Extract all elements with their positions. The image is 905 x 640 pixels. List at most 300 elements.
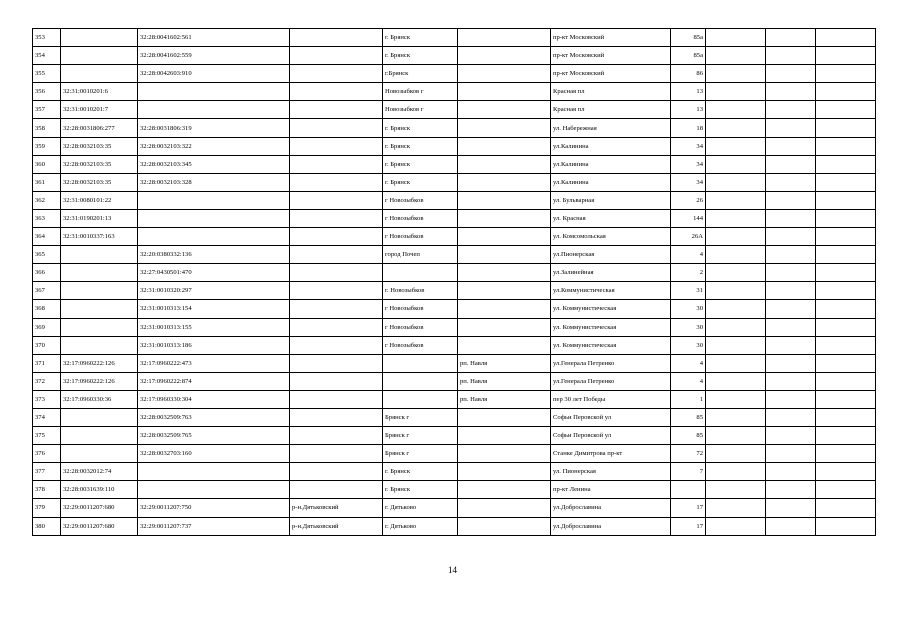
cell-cadastral-parent xyxy=(61,47,138,65)
table-row xyxy=(33,427,876,445)
table-row xyxy=(33,173,876,191)
cell-extra-2 xyxy=(766,264,816,282)
table-row xyxy=(33,101,876,119)
cell-extra-1 xyxy=(706,173,766,191)
cell-district-alt: р-н.Дятьковский xyxy=(290,499,383,517)
cell-extra-1 xyxy=(706,264,766,282)
table-row xyxy=(33,408,876,426)
cell-cadastral-parent: 32:29:0011207:680 xyxy=(61,517,138,535)
cell-extra-3 xyxy=(816,481,876,499)
cell-cadastral-number: 32:17:0960330:304 xyxy=(138,390,290,408)
cell-extra-3 xyxy=(816,155,876,173)
cell-house: 30 xyxy=(671,336,706,354)
cell-district-alt xyxy=(290,354,383,372)
cell-house: 34 xyxy=(671,155,706,173)
cell-cadastral-number: 32:28:0032703:160 xyxy=(138,445,290,463)
cell-row-number: 379 xyxy=(33,499,61,517)
cell-extra-1 xyxy=(706,463,766,481)
cell-settlement xyxy=(458,228,551,246)
cell-street: ул.Залинейная xyxy=(551,264,671,282)
cell-row-number: 380 xyxy=(33,517,61,535)
cell-city: Новозыбков г xyxy=(383,83,458,101)
cell-district-alt xyxy=(290,463,383,481)
cell-cadastral-number: 32:28:0032509:765 xyxy=(138,427,290,445)
cell-city: г. Брянск xyxy=(383,29,458,47)
cell-cadastral-number: 32:29:0011207:737 xyxy=(138,517,290,535)
cell-district-alt xyxy=(290,372,383,390)
cell-extra-3 xyxy=(816,209,876,227)
table-row xyxy=(33,390,876,408)
cell-house: 86 xyxy=(671,65,706,83)
cell-settlement xyxy=(458,463,551,481)
cell-street: Софьи Перовской ул xyxy=(551,408,671,426)
cell-city: город Почеп xyxy=(383,246,458,264)
table-row xyxy=(33,246,876,264)
cell-extra-3 xyxy=(816,282,876,300)
cell-extra-1 xyxy=(706,228,766,246)
cell-cadastral-parent xyxy=(61,427,138,445)
cell-row-number: 358 xyxy=(33,119,61,137)
cell-district-alt xyxy=(290,300,383,318)
cell-house: 17 xyxy=(671,517,706,535)
cell-extra-1 xyxy=(706,390,766,408)
cell-city: г Новозыбков xyxy=(383,191,458,209)
cell-cadastral-parent xyxy=(61,336,138,354)
cell-row-number: 361 xyxy=(33,173,61,191)
cell-extra-3 xyxy=(816,300,876,318)
table-row xyxy=(33,83,876,101)
cell-extra-2 xyxy=(766,173,816,191)
cell-extra-2 xyxy=(766,101,816,119)
table-row xyxy=(33,137,876,155)
cell-row-number: 378 xyxy=(33,481,61,499)
cell-extra-1 xyxy=(706,481,766,499)
cell-street: ул.Калинина xyxy=(551,173,671,191)
cell-row-number: 370 xyxy=(33,336,61,354)
cell-settlement xyxy=(458,65,551,83)
cell-city: г Новозыбков xyxy=(383,209,458,227)
cell-cadastral-parent: 32:31:0010201:7 xyxy=(61,101,138,119)
cell-extra-3 xyxy=(816,47,876,65)
cell-cadastral-number xyxy=(138,463,290,481)
cell-street: Красная пл xyxy=(551,83,671,101)
cell-district-alt: р-н.Дятьковский xyxy=(290,517,383,535)
cell-house: 30 xyxy=(671,318,706,336)
cell-extra-1 xyxy=(706,101,766,119)
cell-extra-2 xyxy=(766,372,816,390)
cell-house: 13 xyxy=(671,101,706,119)
cell-cadastral-parent: 32:17:0960222:126 xyxy=(61,372,138,390)
cell-extra-2 xyxy=(766,427,816,445)
table-row xyxy=(33,463,876,481)
cell-settlement xyxy=(458,173,551,191)
cell-cadastral-parent: 32:31:0190201:13 xyxy=(61,209,138,227)
cell-extra-2 xyxy=(766,390,816,408)
cell-extra-1 xyxy=(706,137,766,155)
cell-settlement xyxy=(458,47,551,65)
cell-settlement xyxy=(458,408,551,426)
cell-city: г Новозыбков xyxy=(383,336,458,354)
cell-extra-2 xyxy=(766,354,816,372)
table-row xyxy=(33,282,876,300)
cell-house: 85а xyxy=(671,47,706,65)
cell-street: ул. Бульварная xyxy=(551,191,671,209)
cell-cadastral-number xyxy=(138,209,290,227)
table-row xyxy=(33,29,876,47)
cell-street: пр-кт Московский xyxy=(551,47,671,65)
cell-extra-1 xyxy=(706,445,766,463)
cell-cadastral-number: 32:20:0380332:136 xyxy=(138,246,290,264)
cell-row-number: 375 xyxy=(33,427,61,445)
cell-cadastral-parent: 32:17:0960330:36 xyxy=(61,390,138,408)
cell-row-number: 369 xyxy=(33,318,61,336)
cell-city: г Новозыбков xyxy=(383,300,458,318)
cell-house: 31 xyxy=(671,282,706,300)
cell-settlement xyxy=(458,209,551,227)
cell-extra-3 xyxy=(816,318,876,336)
cell-extra-1 xyxy=(706,499,766,517)
cell-house: 34 xyxy=(671,173,706,191)
cell-settlement xyxy=(458,119,551,137)
cell-cadastral-number: 32:31:0010320:297 xyxy=(138,282,290,300)
cell-city: г. Брянск xyxy=(383,463,458,481)
cell-row-number: 372 xyxy=(33,372,61,390)
cell-district-alt xyxy=(290,119,383,137)
cell-street: ул.Генерала Петренко xyxy=(551,354,671,372)
cell-row-number: 364 xyxy=(33,228,61,246)
cell-cadastral-number xyxy=(138,228,290,246)
cell-street: пер 30 лет Победы xyxy=(551,390,671,408)
cell-extra-3 xyxy=(816,65,876,83)
cell-district-alt xyxy=(290,282,383,300)
cell-extra-3 xyxy=(816,119,876,137)
cell-house: 30 xyxy=(671,300,706,318)
cell-cadastral-parent xyxy=(61,65,138,83)
cell-extra-3 xyxy=(816,427,876,445)
cell-cadastral-number: 32:28:0041602:561 xyxy=(138,29,290,47)
cell-settlement: рп. Навля xyxy=(458,390,551,408)
cell-settlement xyxy=(458,517,551,535)
cell-city: г. Дятьково xyxy=(383,517,458,535)
cell-extra-2 xyxy=(766,246,816,264)
cell-row-number: 360 xyxy=(33,155,61,173)
cell-extra-2 xyxy=(766,336,816,354)
table-row xyxy=(33,354,876,372)
cell-settlement xyxy=(458,499,551,517)
cell-street: ул.Доброславина xyxy=(551,499,671,517)
cell-settlement xyxy=(458,83,551,101)
cell-extra-1 xyxy=(706,318,766,336)
cell-row-number: 363 xyxy=(33,209,61,227)
cell-house: 17 xyxy=(671,499,706,517)
cell-cadastral-number xyxy=(138,191,290,209)
cell-street: ул. Комсомольская xyxy=(551,228,671,246)
cell-cadastral-parent xyxy=(61,300,138,318)
cell-cadastral-parent xyxy=(61,246,138,264)
cell-settlement xyxy=(458,445,551,463)
table-row xyxy=(33,155,876,173)
cell-district-alt xyxy=(290,155,383,173)
cell-cadastral-parent: 32:29:0011207:680 xyxy=(61,499,138,517)
cell-street: ул. Коммунистическая xyxy=(551,318,671,336)
cell-house: 1 xyxy=(671,390,706,408)
cell-house xyxy=(671,481,706,499)
cell-extra-1 xyxy=(706,191,766,209)
cell-city: Брянск г xyxy=(383,408,458,426)
cell-row-number: 359 xyxy=(33,137,61,155)
cell-extra-3 xyxy=(816,372,876,390)
table-row xyxy=(33,191,876,209)
cell-row-number: 365 xyxy=(33,246,61,264)
cell-cadastral-parent xyxy=(61,264,138,282)
cell-city: г Новозыбков xyxy=(383,228,458,246)
cell-cadastral-number xyxy=(138,101,290,119)
cell-extra-1 xyxy=(706,372,766,390)
cell-house: 13 xyxy=(671,83,706,101)
cell-extra-2 xyxy=(766,481,816,499)
cell-street: Станке Димитрова пр-кт xyxy=(551,445,671,463)
cell-extra-3 xyxy=(816,228,876,246)
cell-extra-1 xyxy=(706,65,766,83)
cell-city: г Новозыбков xyxy=(383,318,458,336)
cell-house: 85а xyxy=(671,29,706,47)
cell-extra-2 xyxy=(766,119,816,137)
cell-house: 4 xyxy=(671,354,706,372)
cell-cadastral-parent: 32:28:0032012:74 xyxy=(61,463,138,481)
cell-house: 85 xyxy=(671,408,706,426)
cell-house: 4 xyxy=(671,372,706,390)
table-row xyxy=(33,47,876,65)
cell-city: г. Брянск xyxy=(383,173,458,191)
table-row xyxy=(33,119,876,137)
cell-city: г. Брянск xyxy=(383,119,458,137)
cell-district-alt xyxy=(290,65,383,83)
cell-cadastral-number: 32:28:0032103:322 xyxy=(138,137,290,155)
cell-extra-2 xyxy=(766,499,816,517)
cell-extra-3 xyxy=(816,137,876,155)
cell-district-alt xyxy=(290,318,383,336)
table-row xyxy=(33,372,876,390)
cell-extra-3 xyxy=(816,463,876,481)
cell-street: пр-кт Ленина xyxy=(551,481,671,499)
cell-settlement xyxy=(458,336,551,354)
cell-row-number: 354 xyxy=(33,47,61,65)
cell-row-number: 374 xyxy=(33,408,61,426)
cell-extra-1 xyxy=(706,517,766,535)
cell-district-alt xyxy=(290,83,383,101)
cell-row-number: 356 xyxy=(33,83,61,101)
cell-street: пр-кт Московский xyxy=(551,65,671,83)
cell-extra-3 xyxy=(816,336,876,354)
cell-street: ул. Коммунистическая xyxy=(551,336,671,354)
cell-settlement xyxy=(458,264,551,282)
cell-extra-2 xyxy=(766,318,816,336)
cell-extra-2 xyxy=(766,83,816,101)
cell-extra-1 xyxy=(706,29,766,47)
cell-cadastral-number: 32:28:0031806:319 xyxy=(138,119,290,137)
table-row xyxy=(33,300,876,318)
cell-extra-2 xyxy=(766,300,816,318)
cell-district-alt xyxy=(290,191,383,209)
table-row xyxy=(33,481,876,499)
table-row xyxy=(33,65,876,83)
cell-cadastral-number: 32:29:0011207:750 xyxy=(138,499,290,517)
cell-extra-2 xyxy=(766,445,816,463)
cell-district-alt xyxy=(290,137,383,155)
cell-settlement xyxy=(458,246,551,264)
cell-district-alt xyxy=(290,228,383,246)
cell-city: Брянск г xyxy=(383,427,458,445)
cell-district-alt xyxy=(290,445,383,463)
cell-city: г. Новозыбков xyxy=(383,282,458,300)
cell-city: г. Дятьково xyxy=(383,499,458,517)
cell-extra-2 xyxy=(766,191,816,209)
cell-extra-2 xyxy=(766,155,816,173)
cell-house: 26А xyxy=(671,228,706,246)
cell-extra-3 xyxy=(816,354,876,372)
cell-settlement: рп. Навля xyxy=(458,372,551,390)
cell-district-alt xyxy=(290,173,383,191)
cell-cadastral-number xyxy=(138,83,290,101)
cell-extra-3 xyxy=(816,445,876,463)
cell-cadastral-parent: 32:31:0010201:6 xyxy=(61,83,138,101)
cell-settlement xyxy=(458,29,551,47)
cell-extra-3 xyxy=(816,517,876,535)
page-number: 14 xyxy=(448,565,457,575)
cell-district-alt xyxy=(290,209,383,227)
cell-house: 26 xyxy=(671,191,706,209)
cell-extra-1 xyxy=(706,354,766,372)
cell-extra-3 xyxy=(816,246,876,264)
cell-cadastral-number: 32:31:0010313:155 xyxy=(138,318,290,336)
cell-cadastral-parent: 32:28:0032103:35 xyxy=(61,155,138,173)
cell-settlement xyxy=(458,101,551,119)
cell-house: 34 xyxy=(671,137,706,155)
cell-cadastral-number: 32:17:0960222:473 xyxy=(138,354,290,372)
cell-street: ул. Коммунистическая xyxy=(551,300,671,318)
cell-extra-3 xyxy=(816,191,876,209)
cell-cadastral-parent xyxy=(61,282,138,300)
cell-city: Брянск г xyxy=(383,445,458,463)
cell-district-alt xyxy=(290,246,383,264)
cell-row-number: 355 xyxy=(33,65,61,83)
cell-house: 7 xyxy=(671,463,706,481)
cell-row-number: 366 xyxy=(33,264,61,282)
cell-cadastral-parent xyxy=(61,29,138,47)
cell-cadastral-number: 32:31:0010313:186 xyxy=(138,336,290,354)
cell-house: 144 xyxy=(671,209,706,227)
cell-settlement xyxy=(458,300,551,318)
cell-street: Красная пл xyxy=(551,101,671,119)
cell-cadastral-number: 32:28:0041602:559 xyxy=(138,47,290,65)
cell-settlement: рп. Навля xyxy=(458,354,551,372)
table-row xyxy=(33,336,876,354)
cell-district-alt xyxy=(290,264,383,282)
table-row xyxy=(33,318,876,336)
cell-extra-3 xyxy=(816,264,876,282)
cell-city xyxy=(383,390,458,408)
cell-extra-2 xyxy=(766,209,816,227)
cell-house: 72 xyxy=(671,445,706,463)
cell-row-number: 376 xyxy=(33,445,61,463)
cell-settlement xyxy=(458,427,551,445)
cell-row-number: 371 xyxy=(33,354,61,372)
cell-street: ул.Доброславина xyxy=(551,517,671,535)
cell-district-alt xyxy=(290,390,383,408)
cell-extra-2 xyxy=(766,47,816,65)
cell-cadastral-parent: 32:17:0960222:126 xyxy=(61,354,138,372)
cell-city: г. Брянск xyxy=(383,481,458,499)
cell-settlement xyxy=(458,318,551,336)
cell-district-alt xyxy=(290,29,383,47)
cell-street: ул. Набережная xyxy=(551,119,671,137)
cell-cadastral-parent: 32:28:0032103:35 xyxy=(61,137,138,155)
cell-cadastral-parent xyxy=(61,318,138,336)
cell-extra-1 xyxy=(706,427,766,445)
cell-cadastral-parent xyxy=(61,445,138,463)
cell-extra-3 xyxy=(816,408,876,426)
cell-extra-1 xyxy=(706,155,766,173)
cell-extra-2 xyxy=(766,137,816,155)
cell-cadastral-number: 32:31:0010313:154 xyxy=(138,300,290,318)
cell-house: 85 xyxy=(671,427,706,445)
cell-extra-3 xyxy=(816,83,876,101)
cell-extra-1 xyxy=(706,408,766,426)
cell-street: Софьи Перовской ул xyxy=(551,427,671,445)
cell-extra-2 xyxy=(766,29,816,47)
cell-extra-1 xyxy=(706,300,766,318)
cell-city xyxy=(383,264,458,282)
cell-cadastral-parent: 32:28:0032103:35 xyxy=(61,173,138,191)
cell-row-number: 368 xyxy=(33,300,61,318)
cell-cadastral-parent: 32:28:0031806:277 xyxy=(61,119,138,137)
cell-settlement xyxy=(458,191,551,209)
cell-cadastral-number: 32:28:0032103:345 xyxy=(138,155,290,173)
cell-extra-1 xyxy=(706,282,766,300)
cell-city: Новозыбков г xyxy=(383,101,458,119)
cell-extra-2 xyxy=(766,517,816,535)
cell-extra-2 xyxy=(766,408,816,426)
cell-extra-1 xyxy=(706,336,766,354)
cell-cadastral-parent: 32:28:0031639:110 xyxy=(61,481,138,499)
cell-cadastral-number xyxy=(138,481,290,499)
cell-cadastral-number: 32:28:0032509:763 xyxy=(138,408,290,426)
cell-cadastral-number: 32:27:0430501:470 xyxy=(138,264,290,282)
cell-city: г.Брянск xyxy=(383,65,458,83)
cell-district-alt xyxy=(290,47,383,65)
cell-extra-1 xyxy=(706,47,766,65)
table-row xyxy=(33,228,876,246)
cell-extra-3 xyxy=(816,499,876,517)
table-row xyxy=(33,499,876,517)
cell-street: ул. Пионерская xyxy=(551,463,671,481)
cell-street: пр-кт Московский xyxy=(551,29,671,47)
cell-cadastral-number: 32:17:0960222:874 xyxy=(138,372,290,390)
cell-cadastral-parent: 32:31:0080101:22 xyxy=(61,191,138,209)
cell-extra-2 xyxy=(766,228,816,246)
cell-extra-1 xyxy=(706,209,766,227)
cell-house: 4 xyxy=(671,246,706,264)
table-row xyxy=(33,264,876,282)
cell-row-number: 353 xyxy=(33,29,61,47)
cell-house: 2 xyxy=(671,264,706,282)
cell-street: ул.Пионерская xyxy=(551,246,671,264)
cell-cadastral-parent: 32:31:0010337:163 xyxy=(61,228,138,246)
cell-street: ул.Калинина xyxy=(551,155,671,173)
cell-district-alt xyxy=(290,336,383,354)
cell-district-alt xyxy=(290,481,383,499)
cell-city xyxy=(383,372,458,390)
